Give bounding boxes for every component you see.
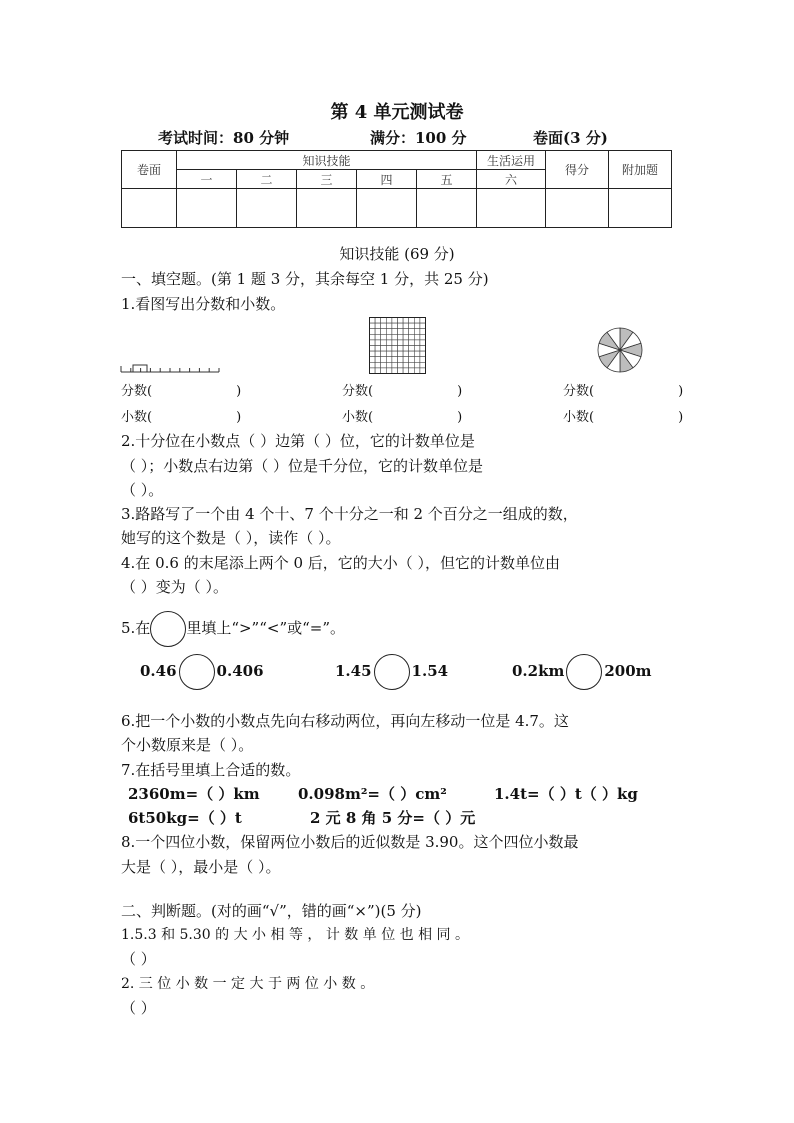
grid-cell [420, 323, 426, 329]
grid-cell [414, 334, 420, 340]
grid-cell [370, 346, 376, 352]
grid-cell [381, 340, 387, 346]
grid-cell [381, 346, 387, 352]
q5-suffix: 里填上“>”“<”或“=”。 [186, 619, 346, 637]
grid-cell [403, 368, 409, 374]
grid-cell [386, 368, 392, 374]
grid-cell [409, 329, 415, 335]
grid-cell [386, 323, 392, 329]
grid-cell [392, 340, 398, 346]
compare-right-3: 200m [604, 662, 652, 680]
score-cell-2[interactable] [237, 189, 297, 228]
grid-cell [370, 368, 376, 374]
q7-c: 1.4t=（ ）t（ ）kg [494, 785, 638, 803]
close-paren-c: ) [678, 384, 684, 399]
grid-cell [398, 323, 404, 329]
grid-cell [403, 362, 409, 368]
grid-cell [398, 362, 404, 368]
grid-cell [381, 357, 387, 363]
fraction-label-b: 分数( [342, 384, 374, 399]
compare-slot-1[interactable] [179, 654, 215, 690]
grid-cell [381, 368, 387, 374]
q1-text: 1.看图写出分数和小数。 [121, 295, 286, 313]
grid-cell [386, 318, 392, 324]
sub-col-1: 一 [177, 170, 237, 189]
grid-cell [398, 329, 404, 335]
decimal-label-b: 小数( [342, 410, 374, 425]
grid-cell [392, 346, 398, 352]
grid-cell [414, 351, 420, 357]
grid-cell [370, 362, 376, 368]
grid-cell [386, 362, 392, 368]
compare-slot-2[interactable] [374, 654, 410, 690]
grid-cell [403, 323, 409, 329]
grid-cell [398, 351, 404, 357]
close-paren-a2: ) [236, 410, 242, 425]
grid-cell [409, 351, 415, 357]
full-score: 满分：100 分 [370, 129, 467, 147]
grid-cell [375, 318, 381, 324]
decimal-label-c: 小数( [563, 410, 595, 425]
grid-cell [375, 368, 381, 374]
q8-line1: 8.一个四位小数，保留两位小数后的近似数是 3.90。这个四位小数最 [121, 833, 579, 851]
section-heading: 知识技能 (69 分) [339, 245, 455, 263]
grid-cell [375, 329, 381, 335]
grid-cell [375, 357, 381, 363]
compare-pair-3 [512, 654, 652, 690]
close-paren-b2: ) [457, 410, 463, 425]
grid-cell [381, 318, 387, 324]
grid-cell [398, 334, 404, 340]
compare-right-1: 0.406 [216, 662, 264, 680]
grid-cell [403, 351, 409, 357]
grid-cell [381, 351, 387, 357]
q2-line2: （ ）；小数点右边第（ ）位是千分位，它的计数单位是 [121, 457, 484, 475]
part2-q1-line2: （ ） [121, 950, 156, 968]
compare-pair-1 [140, 654, 264, 690]
q1c-decimal [563, 406, 683, 425]
grid-cell [409, 362, 415, 368]
grid-cell [403, 346, 409, 352]
grid-cell [420, 318, 426, 324]
col-juanmian: 卷面 [122, 151, 177, 189]
score-cell-4[interactable] [357, 189, 417, 228]
sub-col-3: 三 [297, 170, 357, 189]
grid-cell [403, 340, 409, 346]
grid-cell [370, 351, 376, 357]
grid-cell [392, 362, 398, 368]
part2-q2-line2: （ ） [121, 999, 156, 1017]
grid-cell [370, 357, 376, 363]
exam-time: 考试时间：80 分钟 [158, 129, 290, 147]
part2-q2-line1: 2. 三 位 小 数 一 定 大 于 两 位 小 数 。 [121, 976, 375, 992]
q1b-decimal [342, 406, 462, 425]
grid-cell [403, 357, 409, 363]
q4-line1: 4.在 0.6 的末尾添上两个 0 后，它的大小（ ），但它的计数单位由 [121, 554, 561, 572]
q3-line2: 她写的这个数是（ ），读作（ ）。 [121, 529, 341, 547]
grid-cell [420, 357, 426, 363]
exam-title: 第 4 单元测试卷 [330, 102, 464, 123]
grid-cell [409, 368, 415, 374]
grid-cell [409, 318, 415, 324]
q5-prefix: 5.在 [121, 619, 151, 637]
col-defen: 得分 [546, 151, 609, 189]
grid-cell [420, 346, 426, 352]
sub-col-6: 六 [477, 170, 546, 189]
grid-cell [386, 346, 392, 352]
grid-cell [381, 329, 387, 335]
grid-cell [386, 351, 392, 357]
col-fujia: 附加题 [609, 151, 672, 189]
grid-cell [375, 323, 381, 329]
score-cell-5[interactable] [417, 189, 477, 228]
q7-d: 6t50kg=（ ）t [128, 809, 242, 827]
q1b-fraction [342, 380, 462, 399]
compare-left-2: 1.45 [335, 662, 372, 680]
close-paren-c2: ) [678, 410, 684, 425]
grid-cell [398, 368, 404, 374]
grid-cell [392, 318, 398, 324]
q6-line1: 6.把一个小数的小数点先向右移动两位，再向左移动一位是 4.7。这 [121, 712, 569, 730]
q6-line2: 个小数原来是（ ）。 [121, 736, 254, 754]
grid-cell [420, 362, 426, 368]
score-table [121, 150, 672, 228]
pie-fraction-figure [596, 326, 644, 374]
grid-cell [370, 334, 376, 340]
neatness-score: 卷面(3 分) [533, 129, 608, 147]
compare-circle-icon [150, 611, 186, 647]
grid-cell [414, 357, 420, 363]
grid-cell [420, 351, 426, 357]
grid-cell [398, 340, 404, 346]
q3-line1: 3.路路写了一个由 4 个十、7 个十分之一和 2 个百分之一组成的数， [121, 505, 578, 523]
grid-cell [370, 329, 376, 335]
sub-col-4: 四 [357, 170, 417, 189]
q4-line2: （ ）变为（ ）。 [121, 578, 229, 596]
grid-cell [414, 340, 420, 346]
grid-cell [375, 362, 381, 368]
grid-cell [392, 329, 398, 335]
q7-b: 0.098m²=（ ）cm² [298, 785, 447, 803]
grid-cell [392, 368, 398, 374]
grid-cell [381, 334, 387, 340]
part2-heading: 二、判断题。(对的画“√”，错的画“×”)(5 分) [121, 902, 422, 920]
grid-cell [392, 323, 398, 329]
grid-cell [375, 334, 381, 340]
grid-cell [386, 334, 392, 340]
grid-cell [403, 334, 409, 340]
score-cell-3[interactable] [297, 189, 357, 228]
grid-cell [386, 357, 392, 363]
grid-cell [392, 351, 398, 357]
q7-text: 7.在括号里填上合适的数。 [121, 761, 301, 779]
grid-cell [403, 318, 409, 324]
grid-cell [398, 318, 404, 324]
fraction-label-a: 分数( [121, 384, 153, 399]
grid-cell [398, 346, 404, 352]
compare-left-3: 0.2km [512, 662, 565, 680]
hundred-grid-figure [369, 317, 426, 374]
grid-cell [409, 357, 415, 363]
q1c-fraction [563, 380, 683, 399]
grid-cell [370, 340, 376, 346]
grid-cell [375, 340, 381, 346]
grid-cell [414, 323, 420, 329]
score-cell-juanmian[interactable] [122, 189, 177, 228]
grid-cell [375, 351, 381, 357]
grid-cell [375, 346, 381, 352]
grid-cell [392, 357, 398, 363]
grid-cell [381, 362, 387, 368]
score-cell-fujia[interactable] [609, 189, 672, 228]
grid-cell [370, 323, 376, 329]
compare-left-1: 0.46 [140, 662, 177, 680]
grid-cell [409, 346, 415, 352]
score-cell-1[interactable] [177, 189, 237, 228]
score-cell-defen[interactable] [546, 189, 609, 228]
q2-line3: （ ）。 [121, 481, 164, 499]
part2-q1-line1: 1.5.3 和 5.30 的 大 小 相 等 ， 计 数 单 位 也 相 同 。 [121, 927, 469, 943]
score-cell-6[interactable] [477, 189, 546, 228]
grid-cell [414, 329, 420, 335]
q1a-decimal [121, 406, 241, 425]
close-paren-a: ) [236, 384, 242, 399]
sub-col-5: 五 [417, 170, 477, 189]
grid-cell [420, 334, 426, 340]
compare-right-2: 1.54 [411, 662, 449, 680]
grid-cell [420, 329, 426, 335]
decimal-label-a: 小数( [121, 410, 153, 425]
group-shenghuo: 生活运用 [477, 151, 546, 170]
sub-col-2: 二 [237, 170, 297, 189]
grid-cell [420, 368, 426, 374]
grid-cell [414, 362, 420, 368]
grid-cell [414, 346, 420, 352]
grid-cell [386, 340, 392, 346]
q7-a: 2360m=（ ）km [128, 785, 260, 803]
grid-cell [370, 318, 376, 324]
grid-cell [386, 329, 392, 335]
q8-line2: 大是（ ），最小是（ ）。 [121, 858, 281, 876]
grid-cell [409, 334, 415, 340]
part1-heading: 一、填空题。(第 1 题 3 分，其余每空 1 分，共 25 分) [121, 270, 489, 288]
grid-cell [392, 334, 398, 340]
compare-pair-2 [335, 654, 448, 690]
fraction-label-c: 分数( [563, 384, 595, 399]
q2-line1: 2.十分位在小数点（ ）边第（ ）位，它的计数单位是 [121, 432, 475, 450]
grid-cell [409, 323, 415, 329]
grid-cell [398, 357, 404, 363]
grid-cell [409, 340, 415, 346]
grid-cell [403, 329, 409, 335]
q5-instruction [121, 611, 345, 647]
grid-cell [420, 340, 426, 346]
compare-slot-3[interactable] [566, 654, 602, 690]
q7-e: 2 元 8 角 5 分=（ ）元 [310, 809, 476, 827]
group-zhishi: 知识技能 [177, 151, 477, 170]
q1a-fraction [121, 380, 241, 399]
close-paren-b: ) [457, 384, 463, 399]
grid-cell [381, 323, 387, 329]
number-line-figure [119, 360, 223, 376]
grid-cell [414, 318, 420, 324]
grid-cell [414, 368, 420, 374]
